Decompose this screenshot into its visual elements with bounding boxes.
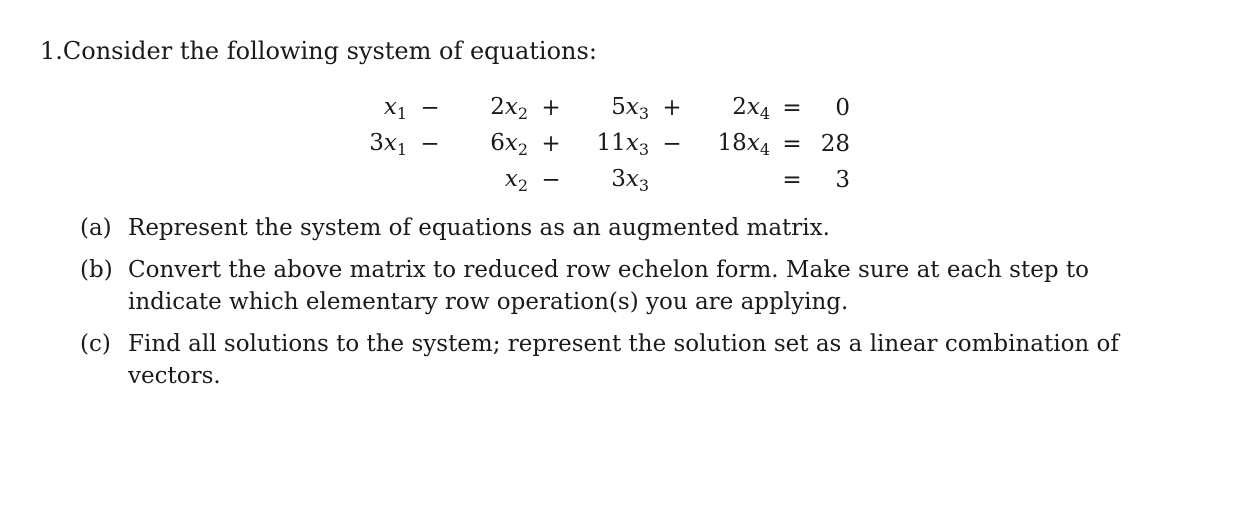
- term-x2: $x_2$: [504, 166, 528, 195]
- sub-question-b: [80, 254, 1150, 318]
- operator: −: [541, 167, 561, 193]
- term-x4: [695, 162, 770, 198]
- operator: +: [541, 131, 561, 157]
- term-x1: [357, 162, 407, 198]
- sub-question-label: (c): [80, 331, 111, 357]
- term-x3: $5x_3$: [611, 94, 649, 123]
- term-x3: $3x_3$: [611, 166, 649, 195]
- equals-sign: =: [782, 131, 802, 157]
- sub-question-label: (b): [80, 257, 113, 283]
- operator: −: [420, 95, 440, 121]
- right-hand-side: 0: [835, 95, 850, 121]
- term-x4: $18x_4$: [717, 130, 770, 159]
- problem-title: 1.Consider the following system of equations:: [40, 37, 597, 65]
- term-x1: $3x_1$: [369, 130, 407, 159]
- sub-question-text: Convert the above matrix to reduced row echelon form. Make sure at each step to indicate which elementary row operation(s) you are applying.: [128, 257, 1089, 315]
- equation-row: [357, 162, 850, 198]
- equals-sign: =: [782, 167, 802, 193]
- equation-system: [357, 90, 850, 198]
- equation-row: [357, 126, 850, 162]
- operator: +: [662, 95, 682, 121]
- sub-questions: [80, 212, 1150, 402]
- term-x4: $2x_4$: [732, 94, 770, 123]
- equation-row: [357, 90, 850, 126]
- term-x2: $6x_2$: [490, 130, 528, 159]
- sub-question-text: Find all solutions to the system; represent the solution set as a linear combination of vectors.: [128, 331, 1119, 389]
- sub-question-text: Represent the system of equations as an augmented matrix.: [128, 215, 830, 241]
- term-x3: $11x_3$: [596, 130, 649, 159]
- right-hand-side: 3: [835, 167, 850, 193]
- term-x2: $2x_2$: [490, 94, 528, 123]
- operator: [649, 162, 695, 198]
- equals-sign: =: [782, 95, 802, 121]
- sub-question-a: [80, 212, 1150, 244]
- operator: +: [541, 95, 561, 121]
- right-hand-side: 28: [820, 131, 850, 157]
- operator: [407, 162, 453, 198]
- operator: −: [420, 131, 440, 157]
- operator: −: [662, 131, 682, 157]
- term-x1: $x_1$: [383, 94, 407, 123]
- sub-question-c: [80, 328, 1150, 392]
- sub-question-label: (a): [80, 215, 112, 241]
